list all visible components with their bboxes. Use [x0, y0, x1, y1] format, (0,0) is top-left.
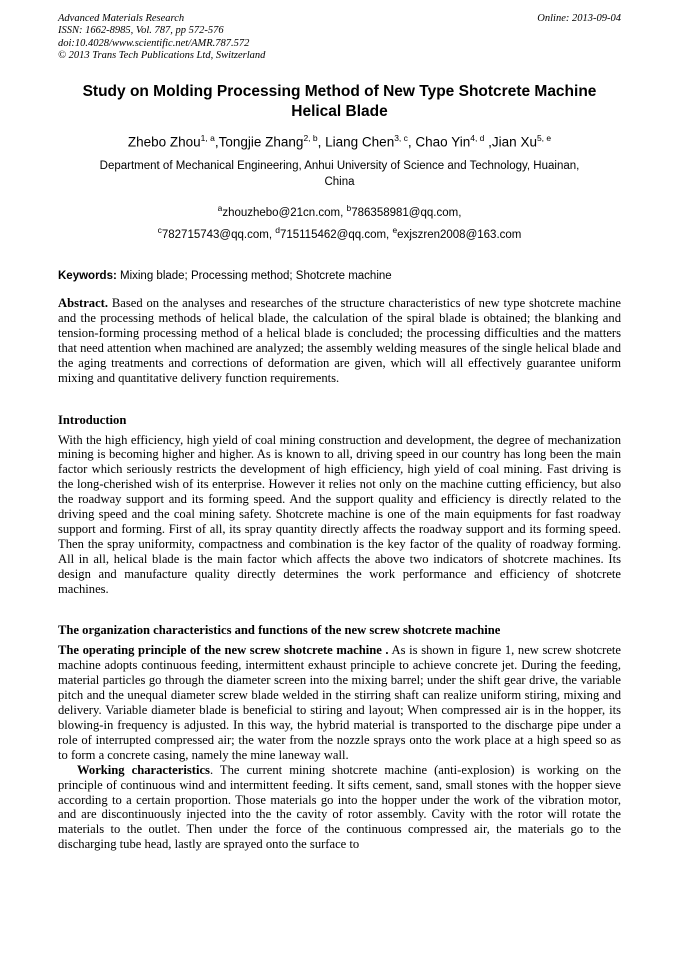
author-name: Chao Yin [415, 134, 471, 150]
email-address: 782715743@qq.com, [161, 229, 276, 242]
abstract-label: Abstract. [58, 296, 109, 311]
author-separator: , [317, 134, 326, 150]
abstract [58, 296, 621, 385]
section-heading-introduction: Introduction [58, 412, 127, 427]
author-name: Jian Xu [491, 134, 537, 150]
keywords-text: Mixing blade; Processing method; Shotcrete machine [116, 270, 392, 283]
affiliation: Department of Mechanical Engineering, Anhui University of Science and Technology, Huainan, China [99, 160, 580, 189]
author-separator: , [214, 134, 219, 150]
introduction-paragraph: With the high efficiency, high yield of coal mining construction and development, the degree of mechanization mining is becoming higher and higher. As is known to all, driving speed in our country has long been the main factor which seriously restricts the development of high efficiency, high yield of coal mining. Fast driving is the long-cherished wish of its enterprise. However it relies not only on the machine cutting efficiency, but also the roadway support and its forming speed. And the support quality and efficiency is directly related to the driving speed and the coal mining safety. Shotcrete machine is one of the main equipments for fast roadway support and forming. First of all, its spray quantity directly affects the roadway support and its forming speed. Then the spray uniformity, compactness and combination is the key factor of the quality of roadway forming. All in all, helical blade is the main factor which affects the above two indicators of shotcrete machines. Its design and manufacture quality directly determines the work performance and efficiency of shotcrete machines. [58, 432, 621, 596]
paragraph-lead: Working characteristics [77, 762, 210, 777]
paper-title: Study on Molding Processing Method of New Type Shotcrete Machine Helical Blade [82, 82, 597, 120]
abstract-text: Based on the analyses and researches of the structure characteristics of new type shotcrete machine and the processing methods of helical blade, the calculation of the spiral blade is obtained; the blanking and tension-forming processing method of a helical blade is concluded; the processing difficulties and the matters that need attention when machined are analyzed; the assembly welding measures of the single helical blade and the aging treatments and corrections of deformation are given, which will all effectively guarantee uniform mixing and quantitative delivery function requirements. [58, 296, 621, 385]
author-name: Liang Chen [325, 134, 395, 150]
author-name: Tongjie Zhang [218, 134, 304, 150]
operating-principle-paragraph [58, 643, 621, 762]
email-address: exjszren2008@163.com [397, 229, 522, 242]
author-superscript: 4, d [470, 132, 485, 143]
author-separator: , [484, 134, 492, 150]
online-date: Online: 2013-09-04 [537, 13, 621, 24]
copyright-line: © 2013 Trans Tech Publications Ltd, Switzerland [58, 50, 266, 62]
email-superscript: d [275, 225, 280, 236]
keywords-line [58, 270, 621, 282]
keywords-label: Keywords: [58, 270, 117, 283]
author-superscript: 5, e [536, 132, 552, 143]
issn-line: ISSN: 1662-8985, Vol. 787, pp 572-576 [58, 25, 224, 37]
author-superscript: 1, a [200, 132, 215, 143]
paragraph-lead: The operating principle of the new screw shotcrete machine . [58, 643, 389, 658]
paragraph-text: As is shown in figure 1, new screw shotcrete machine adopts continuous feeding, intermittent exhaust principle to achieve concrete jet. During the feeding, material particles go through the diameter screen into the mixing barrel; under the shift gear drive, the variable pitch and the unequal diameter screw blade welded in the stirring shaft can realize uniform stiring, mixing and delivery. Variable diameter blade is beneficial to stiring and layout; When compressed air is in the hopper, its blowing-in frequency is adjusted. In this way, the hybrid material is transported to the discharge pipe under a role of interrupted compressed air; the water from the nozzle sprays onto the work place at a high speed so as to form a concrete casing, namely the mine laneway wall. [58, 643, 621, 762]
working-characteristics-paragraph [58, 763, 621, 852]
email-superscript: a [217, 203, 223, 214]
author-separator: , [407, 134, 416, 150]
email-superscript: b [346, 203, 352, 214]
email-address: zhouzhebo@21cn.com, [222, 207, 347, 220]
email-address: 786358981@qq.com, [351, 207, 462, 220]
doi-line: doi:10.4028/www.scientific.net/AMR.787.572 [58, 37, 250, 49]
email-superscript: e [392, 225, 398, 236]
email-block [58, 201, 621, 245]
email-line-1 [58, 201, 621, 223]
author-list [58, 133, 621, 150]
author-superscript: 2, b [303, 132, 318, 143]
journal-name: Advanced Materials Research [58, 13, 185, 24]
author-superscript: 3, c [394, 132, 408, 143]
email-address: 715115462@qq.com, [279, 229, 393, 242]
paragraph-text: . The current mining shotcrete machine (anti-explosion) is working on the principle of continuous wind and intermittent feeding. It sifts cement, sand, small stones with the hopper sieve according to a certain proportion. Those materials go into the hopper under the work of the vibration motor, and are discontinuously injected into the the cavity of rotor assembly. Cavity with the rotor will rotate the materials to the outlet. Then under the force of the continuous compressed air, the materials go to the discharging tube head, lastly are sprayed onto the surface to [58, 762, 621, 852]
journal-header [58, 13, 621, 63]
email-line-2 [58, 223, 621, 245]
section-heading-organization: The organization characteristics and functions of the new screw shotcrete machine [58, 623, 501, 638]
email-superscript: c [157, 225, 162, 236]
author-name: Zhebo Zhou [127, 134, 201, 150]
journal-info [58, 13, 265, 63]
